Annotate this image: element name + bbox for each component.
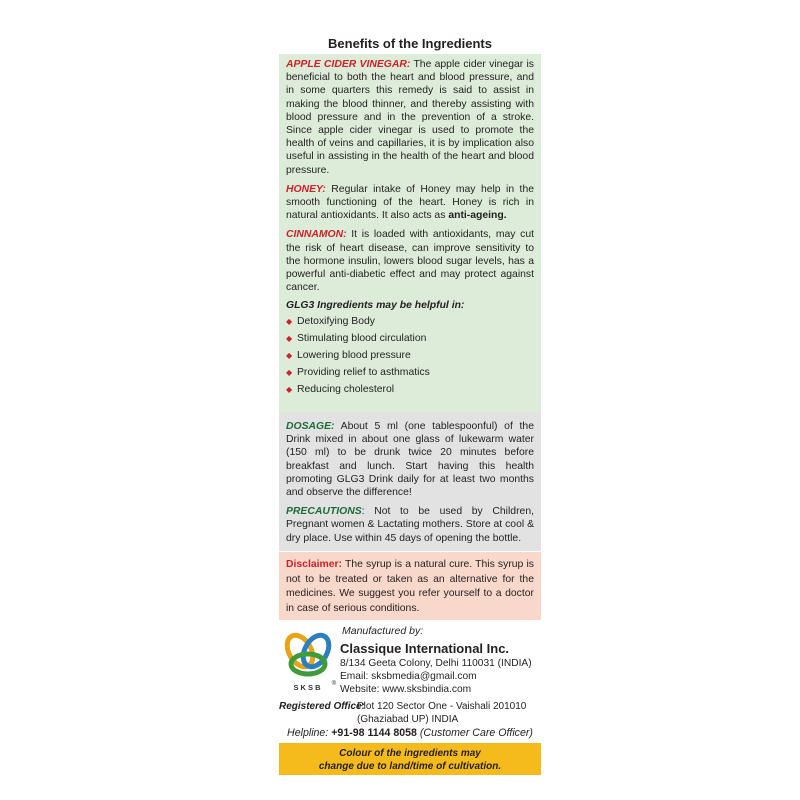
logo-text: S K S B <box>293 683 321 692</box>
diamond-bullet-icon: ◆ <box>286 334 293 344</box>
company-address: 8/134 Geeta Colony, Delhi 110031 (INDIA) <box>340 658 532 669</box>
helpline <box>279 727 541 739</box>
dosage-heading: DOSAGE: <box>286 421 335 432</box>
manufactured-by-label: Manufactured by: <box>342 625 424 637</box>
honey-heading: HONEY: <box>286 183 326 195</box>
footer-line-1: Colour of the ingredients may <box>339 748 481 759</box>
registered-office-label: Registered Office: <box>279 701 365 712</box>
cinnamon-text: It is loaded with antioxidants, may cut the risk of heart disease, can improve sensitivity to the hormone insulin, lowers blood sugar levels, has a powerful anti-diabetic effect and may protect against cancer. <box>286 229 534 294</box>
cinnamon-heading: CINNAMON: <box>286 229 347 241</box>
disclaimer-paragraph <box>286 558 534 616</box>
list-item: ◆ Stimulating blood circulation <box>286 333 427 345</box>
disclaimer-panel <box>279 552 541 620</box>
company-email: Email: sksbmedia@gmail.com <box>340 670 477 682</box>
helpful-list <box>286 315 534 395</box>
dosage-panel <box>279 412 541 551</box>
list-item: ◆ Detoxifying Body <box>286 316 375 328</box>
list-item: ◆ Providing relief to asthmatics <box>286 366 430 378</box>
registered-mark: ® <box>331 681 336 687</box>
list-item: ◆ Lowering blood pressure <box>286 350 411 362</box>
diamond-bullet-icon: ◆ <box>286 384 293 394</box>
list-item: ◆ Reducing cholesterol <box>286 383 395 395</box>
dosage-text: About 5 ml (one tablespoonful) of the Drink mixed in about one glass of lukewarm water (150 ml) to be drunk twice 20 minutes before breakfast and lunch. Start having this health promoting GLG3 Drink daily for at least two months and observe the difference! <box>286 421 534 499</box>
sksb-logo <box>283 627 339 693</box>
sksb-logo-icon <box>283 627 339 693</box>
precautions-text: : Not to be used by Children, Pregnant women & Lactating mothers. Store at cool & dry place. Use within 45 days of opening the bottle. <box>286 506 534 544</box>
registered-office <box>279 701 541 725</box>
diamond-bullet-icon: ◆ <box>286 317 293 327</box>
disclaimer-heading: Disclaimer: <box>286 559 343 570</box>
apple-cider-vinegar-heading: APPLE CIDER VINEGAR: <box>286 59 411 70</box>
apple-cider-vinegar-text: The apple cider vinegar is beneficial to both the heart and blood pressure, and in some quarters this remedy is said to assist in making the blood thinner, and thereby assisting with blood pressure and in the prevention of a stroke. Since apple cider vinegar is used to promote the health of veins and capillaries, it is by implication also useful in assisting in the health of the heart and blood pressure. <box>286 59 534 176</box>
registered-office-address: Plot 120 Sector One - Vaishali 201010 (Ghaziabad UP) INDIA <box>357 701 527 725</box>
diamond-bullet-icon: ◆ <box>286 351 293 361</box>
company-name: Classique International Inc. <box>340 641 510 656</box>
precautions-paragraph <box>286 505 534 545</box>
helpline-note: (Customer Care Officer) <box>419 727 533 739</box>
footer-note <box>279 743 541 775</box>
benefits-panel <box>279 54 541 412</box>
page-title: Benefits of the Ingredients <box>328 36 492 51</box>
apple-cider-vinegar-paragraph <box>286 58 534 177</box>
helpful-heading: GLG3 Ingredients may be helpful in: <box>286 300 465 312</box>
honey-text: Regular intake of Honey may help in the smooth functioning of the heart. Honey is rich in natural antioxidants. It also acts as <box>286 183 534 222</box>
diamond-bullet-icon: ◆ <box>286 367 293 377</box>
company-website: Website: www.sksbindia.com <box>340 683 472 695</box>
precautions-heading: PRECAUTIONS <box>286 506 362 518</box>
footer-line-2: change due to land/time of cultivation. <box>318 761 502 772</box>
honey-paragraph <box>286 183 534 223</box>
company-contact <box>340 658 532 696</box>
honey-bold-text: anti-ageing. <box>448 210 507 222</box>
disclaimer-text: The syrup is a natural cure. This syrup is not to be treated or taken as an alternative for the medicines. We suggest you refer yourself to a doctor in case of serious conditions. <box>286 559 534 614</box>
helpline-label: Helpline: <box>287 727 329 739</box>
helpline-number: +91-98 1144 8058 <box>331 727 417 739</box>
dosage-paragraph <box>286 420 534 499</box>
manufacturer-section <box>279 621 541 743</box>
cinnamon-paragraph <box>286 228 534 294</box>
